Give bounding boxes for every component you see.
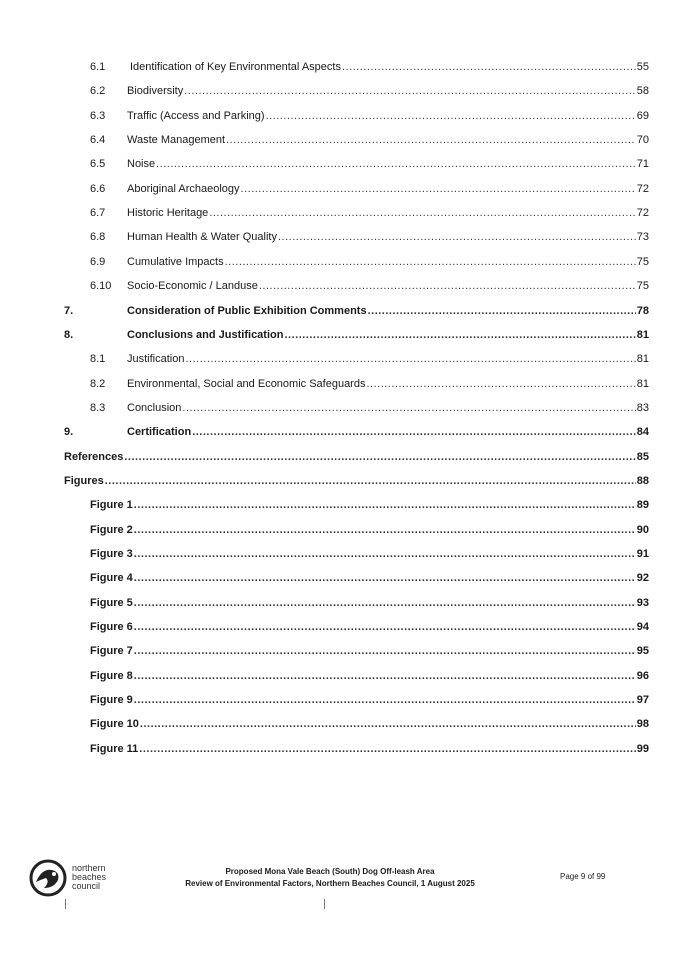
toc-entry-number: 6.1 [90, 61, 106, 73]
toc-leader-dots [192, 423, 636, 441]
toc-entry[interactable] [90, 569, 649, 587]
toc-entry-page: 58 [636, 85, 649, 98]
toc-entry-number: 8.2 [90, 377, 106, 390]
toc-leader-dots [278, 228, 636, 246]
toc-entry-title: Figure 5 [90, 596, 133, 609]
toc-leader-dots [241, 180, 636, 198]
toc-entry-title: Figures [64, 474, 104, 487]
toc-entry-page: 75 [636, 255, 649, 268]
toc-entry-title: Figure 11 [90, 742, 139, 755]
toc-leader-dots [139, 740, 635, 758]
toc-entry-title: Figure 8 [90, 669, 133, 682]
toc-leader-dots [134, 569, 636, 587]
toc-leader-dots [156, 155, 636, 173]
toc-entry[interactable] [90, 594, 649, 612]
toc-entry-title: Aboriginal Archaeology [127, 182, 240, 195]
toc-entry[interactable] [90, 399, 649, 417]
footer-divider [324, 899, 325, 909]
toc-entry-number: 7. [64, 304, 74, 317]
footer-line-1: Proposed Mona Vale Beach (South) Dog Off-leash Area [225, 867, 435, 876]
toc-entry[interactable] [90, 618, 649, 636]
toc-entry-page: 95 [636, 645, 649, 658]
toc-entry-number: 6.5 [90, 158, 106, 171]
toc-entry[interactable] [64, 302, 649, 320]
toc-entry[interactable] [64, 472, 649, 490]
toc-leader-dots [366, 375, 635, 393]
toc-entry-number: 6.3 [90, 109, 106, 122]
toc-entry[interactable] [90, 204, 649, 222]
toc-entry[interactable] [90, 691, 649, 709]
toc-entry-page: 92 [636, 572, 649, 585]
toc-entry-title: Waste Management [127, 134, 226, 147]
toc-entry-page: 85 [636, 450, 649, 463]
toc-entry[interactable] [90, 277, 649, 295]
toc-entry[interactable] [64, 326, 649, 344]
toc-entry-page: 69 [636, 109, 649, 122]
toc-entry[interactable] [90, 667, 649, 685]
toc-entry-page: 88 [636, 474, 649, 487]
toc-entry-page: 97 [636, 694, 649, 707]
toc-entry[interactable] [90, 155, 649, 173]
toc-entry-page: 91 [636, 548, 649, 560]
toc-entry[interactable] [90, 350, 649, 368]
toc-leader-dots [134, 496, 636, 514]
toc-entry[interactable] [90, 228, 649, 246]
toc-leader-dots [134, 521, 636, 539]
toc-entry-title: Conclusion [127, 401, 182, 414]
toc-leader-dots [134, 642, 636, 660]
toc-leader-dots [134, 545, 636, 563]
toc-leader-dots [140, 715, 636, 733]
toc-entry-page: 89 [636, 499, 649, 512]
logo-word: northern [72, 863, 106, 873]
toc-entry[interactable] [90, 253, 649, 271]
toc-entry-page: 84 [636, 426, 649, 439]
toc-entry-title: Human Health & Water Quality [127, 231, 277, 244]
toc-leader-dots [134, 594, 636, 612]
footer-line-2: Review of Environmental Factors, Northern Beaches Council, 1 August 2025 [185, 879, 475, 888]
toc-leader-dots [209, 204, 635, 222]
toc-entry-number: 8.1 [90, 353, 106, 366]
toc-entry-page: 75 [636, 280, 649, 293]
toc-entry[interactable] [90, 107, 649, 125]
toc-leader-dots [184, 82, 636, 100]
toc-leader-dots [124, 448, 635, 466]
toc-entry-number: 6.2 [90, 85, 106, 98]
toc-entry-page: 72 [636, 182, 649, 195]
toc-entry-page: 90 [636, 523, 649, 536]
toc-leader-dots [134, 618, 636, 636]
toc-entry-page: 81 [636, 328, 649, 341]
toc-entry-page: 93 [636, 596, 649, 609]
toc-entry-number: 8.3 [90, 401, 106, 414]
toc-entry-number: 6.9 [90, 255, 106, 268]
toc-leader-dots [368, 302, 636, 320]
toc-entry[interactable] [90, 740, 649, 758]
toc-entry-title: Biodiversity [127, 85, 184, 98]
toc-leader-dots [284, 326, 635, 344]
toc-entry[interactable] [64, 448, 649, 466]
toc-entry[interactable] [90, 545, 649, 563]
toc-leader-dots [225, 253, 636, 271]
toc-entry-title: Identification of Key Environmental Aspects [130, 61, 341, 73]
toc-entry[interactable] [90, 180, 649, 198]
toc-entry-title: Cumulative Impacts [127, 255, 224, 268]
logo-word: beaches [72, 872, 107, 882]
logo-wordmark [72, 864, 106, 891]
toc-entry-page: 96 [636, 669, 649, 682]
footer-title [170, 866, 490, 890]
toc-entry[interactable] [90, 131, 649, 149]
toc-leader-dots [134, 691, 636, 709]
toc-entry-page: 72 [636, 207, 649, 220]
toc-entry-page: 55 [636, 61, 649, 73]
toc-entry-page: 83 [636, 401, 649, 414]
toc-entry-title: Figure 7 [90, 645, 133, 658]
toc-entry-title: Historic Heritage [127, 207, 209, 220]
toc-entry[interactable] [90, 82, 649, 100]
toc-leader-dots [266, 107, 636, 125]
toc-leader-dots [226, 131, 636, 149]
toc-entry[interactable] [90, 58, 649, 76]
toc-leader-dots [342, 58, 636, 76]
toc-entry-title: Figure 9 [90, 694, 133, 707]
toc-entry-number: 6.7 [90, 207, 106, 220]
page-number: Page 9 of 99 [560, 872, 606, 881]
toc-entry-title: Figure 2 [90, 523, 133, 536]
logo-word: council [72, 881, 101, 891]
toc-entry-page: 73 [636, 231, 649, 244]
toc-entry[interactable] [90, 642, 649, 660]
toc-entry-title: Figure 1 [90, 499, 133, 512]
toc-entry-page: 81 [636, 353, 649, 366]
toc-leader-dots [259, 277, 636, 295]
toc-entry-number: 6.4 [90, 134, 106, 147]
council-logo-icon [28, 858, 68, 898]
toc-entry-title: Consideration of Public Exhibition Comments [127, 304, 367, 317]
toc-leader-dots [182, 399, 635, 417]
toc-entry-title: Traffic (Access and Parking) [127, 109, 265, 122]
toc-entry-title: Figure 3 [90, 548, 133, 560]
toc-entry-number: 6.8 [90, 231, 106, 244]
toc-entry-number: 9. [64, 426, 74, 439]
toc-leader-dots [185, 350, 635, 368]
toc-entry[interactable] [90, 521, 649, 539]
toc-entry-title: References [64, 450, 124, 463]
toc-entry-title: Figure 10 [90, 718, 139, 731]
toc-entry-title: Environmental, Social and Economic Safeguards [127, 377, 366, 390]
toc-entry[interactable] [90, 375, 649, 393]
footer-divider [65, 899, 66, 909]
toc-entry-page: 70 [636, 134, 649, 147]
toc-entry-number: 8. [64, 328, 74, 341]
toc-entry-title: Justification [127, 353, 185, 366]
toc-entry-title: Socio-Economic / Landuse [127, 280, 258, 293]
toc-entry-page: 98 [636, 718, 649, 731]
toc-entry-title: Conclusions and Justification [127, 328, 284, 341]
toc-entry-page: 99 [636, 742, 649, 755]
toc-leader-dots [134, 667, 636, 685]
toc-entry-page: 78 [636, 304, 649, 317]
toc-entry-title: Noise [127, 158, 156, 171]
toc-entry-number: 6.6 [90, 182, 106, 195]
toc-entry-title: Figure 4 [90, 572, 133, 585]
toc-entry[interactable] [90, 496, 649, 514]
toc-entry-number: 6.10 [90, 280, 112, 293]
toc-entry-page: 94 [636, 621, 649, 634]
council-logo [28, 858, 118, 898]
toc-entry[interactable] [90, 715, 649, 733]
toc-entry-title: Certification [127, 426, 192, 439]
toc-entry[interactable] [64, 423, 649, 441]
toc-entry-page: 81 [636, 377, 649, 390]
toc-entry-title: Figure 6 [90, 621, 133, 634]
toc-leader-dots [105, 472, 636, 490]
toc-entry-page: 71 [636, 158, 649, 171]
